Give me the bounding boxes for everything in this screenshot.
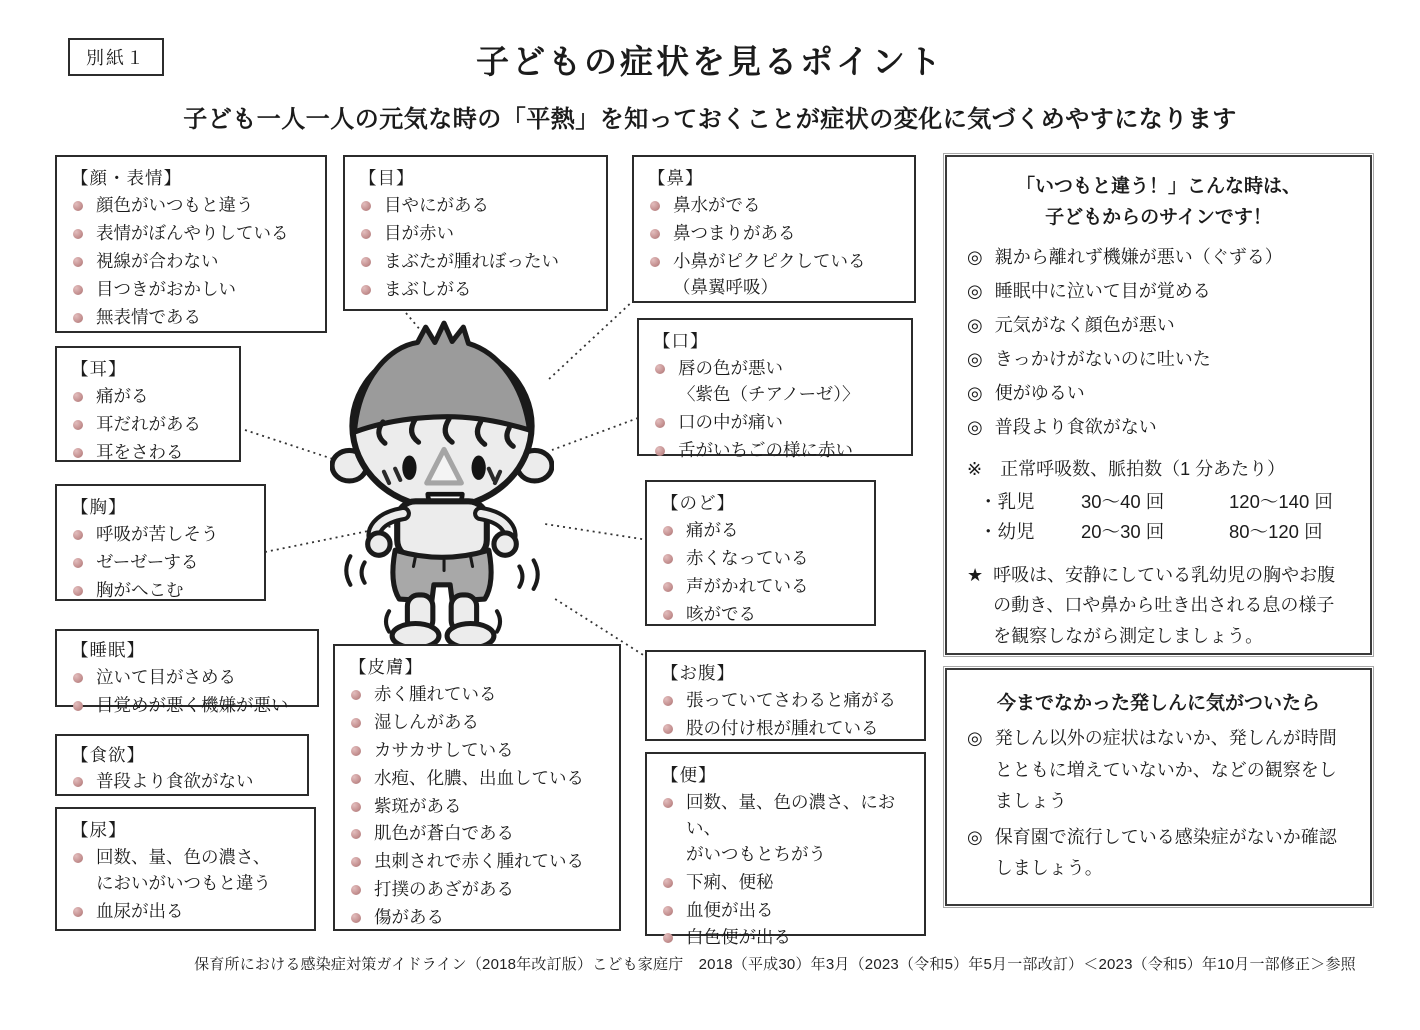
bullet-bead-icon <box>663 526 673 536</box>
box-stool-list <box>659 790 916 951</box>
bullet-bead-icon <box>663 724 673 734</box>
bullet-bead-icon <box>361 285 371 295</box>
star-note <box>965 560 1352 652</box>
page-title: 子どもの症状を見るポイント <box>476 43 944 80</box>
box-ear-title: 【耳】 <box>71 359 127 379</box>
symptom-item <box>69 522 256 548</box>
symptom-item <box>357 277 598 303</box>
box-mouth <box>637 318 913 460</box>
symptom-item <box>659 602 866 628</box>
bullet-bead-icon <box>351 885 361 895</box>
symptom-text: 紫斑がある <box>374 795 462 816</box>
symptom-text: 発しん以外の症状はないか、発しんが時間とともに増えていないか、などの観察をしましょう <box>994 728 1337 811</box>
symptom-text: 耳だれがある <box>96 413 201 434</box>
box-chest-title: 【胸】 <box>71 497 127 517</box>
box-ear-list <box>69 384 231 466</box>
symptom-text: 視線が合わない <box>96 250 219 271</box>
bullet-bead-icon <box>73 853 83 863</box>
box-eyes-list <box>357 193 598 303</box>
symptom-item <box>965 414 1352 441</box>
box-eyes <box>343 155 608 311</box>
symptom-item <box>69 693 309 719</box>
box-nose <box>632 155 916 303</box>
symptom-item <box>69 412 231 438</box>
bullet-bead-icon <box>663 933 673 943</box>
symptom-text: 舌がいちごの様に赤い <box>678 439 853 460</box>
symptom-item <box>651 410 903 436</box>
box-chest <box>55 484 266 601</box>
symptom-item <box>357 249 598 275</box>
symptom-text: 張っていてさわると痛がる <box>686 690 896 710</box>
box-appetite <box>55 734 309 796</box>
symptom-text: カサカサしている <box>374 739 514 760</box>
bullet-bead-icon <box>655 418 665 428</box>
vitals-pulse-rate: 120～140 回 <box>1229 490 1333 512</box>
left-fist <box>368 533 390 555</box>
symptom-item <box>69 550 256 576</box>
bullet-bead-icon <box>351 802 361 812</box>
bullet-bead-icon <box>73 448 83 458</box>
symptom-text: 泣いて目がさめる <box>96 667 236 687</box>
symptom-text: 傷がある <box>374 907 444 928</box>
symptom-text: 耳をさわる <box>96 441 184 462</box>
bullet-bead-icon <box>73 420 83 430</box>
symptom-text: 咳がでる <box>686 603 756 624</box>
sign-box-title-line2: 子どもからのサインです！ <box>1045 207 1272 229</box>
box-nose-title: 【鼻】 <box>648 168 704 188</box>
symptom-text: 便がゆるい <box>994 382 1085 403</box>
sign-box <box>945 155 1372 655</box>
symptom-text: 呼吸が苦しそう <box>96 524 219 544</box>
symptom-item <box>347 849 611 875</box>
bullet-bead-icon <box>351 774 361 784</box>
box-urine-title: 【尿】 <box>71 820 127 840</box>
symptom-text: きっかけがないのに吐いた <box>994 348 1211 369</box>
box-appetite-title: 【食欲】 <box>71 745 145 765</box>
vitals-header: ※ 正常呼吸数、脈拍数（1 分あたり） <box>967 458 1286 479</box>
box-belly-list <box>659 688 916 742</box>
symptom-text: 赤く腫れている <box>374 684 497 704</box>
bullet-bead-icon <box>73 777 83 787</box>
vitals-table <box>965 487 1352 548</box>
symptom-text: 元気がなく顔色が悪い <box>994 314 1175 335</box>
symptom-text: 目つきがおかしい <box>96 278 236 299</box>
symptom-text: 鼻水がでる <box>673 195 761 215</box>
box-stool <box>645 752 926 948</box>
symptom-item <box>69 899 306 925</box>
bullet-bead-icon <box>655 364 665 374</box>
right-eye <box>472 455 486 479</box>
vitals-breath-rate: 20～30 回 <box>1081 521 1165 543</box>
symptom-text: 痛がる <box>96 386 149 406</box>
symptom-item <box>659 546 866 572</box>
vitals-age-label: ・幼児 <box>979 521 1035 543</box>
symptom-item <box>347 738 611 764</box>
symptom-item <box>69 845 306 897</box>
box-skin-title: 【皮膚】 <box>349 657 423 677</box>
symptom-text: 血尿が出る <box>96 900 184 921</box>
symptom-item <box>69 221 317 247</box>
bullet-bead-icon <box>73 907 83 917</box>
symptom-item <box>659 898 916 924</box>
bullet-bead-icon <box>73 586 83 596</box>
symptom-item <box>357 221 598 247</box>
symptom-text: 胸がへこむ <box>96 579 184 600</box>
vitals-pulse-rate: 80～120 回 <box>1229 521 1323 543</box>
double-circle-marker: ◎ <box>967 246 983 267</box>
sign-box-title <box>965 171 1352 234</box>
symptom-item <box>659 518 866 544</box>
symptom-text: 湿しんがある <box>374 711 479 732</box>
symptom-text: 親から離れず機嫌が悪い（ぐずる） <box>994 246 1283 267</box>
box-chest-list <box>69 522 256 604</box>
bullet-bead-icon <box>650 229 660 239</box>
symptom-item <box>347 905 611 931</box>
box-throat-list <box>659 518 866 628</box>
symptom-text: 血便が出る <box>686 899 774 920</box>
symptom-item <box>659 574 866 600</box>
symptom-item <box>651 438 903 464</box>
symptom-text: 肌色が蒼白である <box>374 823 514 844</box>
symptom-item <box>646 249 906 301</box>
torso <box>397 501 487 558</box>
box-face-title: 【顔・表情】 <box>71 168 182 188</box>
bullet-bead-icon <box>73 392 83 402</box>
bullet-bead-icon <box>663 798 673 808</box>
bullet-bead-icon <box>655 446 665 456</box>
symptom-text: 普段より食欲がない <box>994 416 1157 437</box>
box-urine <box>55 807 316 931</box>
symptom-item <box>651 356 903 408</box>
symptom-text: 表情がぼんやりしている <box>96 222 289 243</box>
box-sleep-title: 【睡眠】 <box>71 640 145 660</box>
bullet-bead-icon <box>663 582 673 592</box>
bullet-bead-icon <box>351 913 361 923</box>
rash-box-list <box>965 723 1352 885</box>
box-nose-list <box>646 193 906 301</box>
symptom-item <box>659 790 916 868</box>
symptom-item <box>965 822 1352 885</box>
symptom-item <box>69 384 231 410</box>
left-eye <box>402 455 416 479</box>
bullet-bead-icon <box>73 673 83 683</box>
double-circle-marker: ◎ <box>967 728 983 748</box>
double-circle-marker: ◎ <box>967 416 983 437</box>
bullet-bead-icon <box>351 746 361 756</box>
attachment-tag: 別紙１ <box>68 38 164 76</box>
bullet-bead-icon <box>73 313 83 323</box>
star-note-text: 呼吸は、安静にしている乳幼児の胸やお腹の動き、口や鼻から吐き出される息の様子を観察しながら測定しましょう。 <box>993 564 1336 646</box>
symptom-text: 睡眠中に泣いて目が覚める <box>994 280 1211 301</box>
box-face-list <box>69 193 317 330</box>
symptom-text: 下痢、便秘 <box>686 871 774 892</box>
symptom-item <box>347 682 611 708</box>
symptom-item <box>965 723 1352 818</box>
symptom-text: 目が赤い <box>384 222 454 243</box>
bullet-bead-icon <box>361 201 371 211</box>
bullet-bead-icon <box>73 201 83 211</box>
box-mouth-list <box>651 356 903 464</box>
symptom-text: 唇の色が悪い 〈紫色（チアノーゼ）〉 <box>678 358 860 404</box>
box-appetite-list <box>69 769 299 795</box>
bullet-bead-icon <box>73 285 83 295</box>
box-sleep-list <box>69 665 309 719</box>
page-subtitle: 子ども一人一人の元気な時の「平熱」を知っておくことが症状の変化に気づくめやすになります <box>183 106 1237 133</box>
box-throat-title: 【のど】 <box>661 493 735 513</box>
symptom-item <box>659 716 916 742</box>
double-circle-marker: ◎ <box>967 280 983 301</box>
box-stool-title: 【便】 <box>661 765 717 785</box>
rash-box-title: 今までなかった発しんに気がついたら <box>996 693 1320 714</box>
vitals-row <box>979 487 1352 518</box>
symptom-text: 痛がる <box>686 520 739 540</box>
symptom-item <box>69 193 317 219</box>
star-marker: ★ <box>967 564 984 585</box>
symptom-item <box>659 925 916 951</box>
bullet-bead-icon <box>351 857 361 867</box>
double-circle-marker: ◎ <box>967 382 983 403</box>
symptom-item <box>646 193 906 219</box>
symptom-item <box>347 794 611 820</box>
connector-ear <box>245 430 342 462</box>
symptom-text: ゼーゼーする <box>96 551 199 572</box>
symptom-text: 回数、量、色の濃さ、 においがいつもと違う <box>96 847 271 893</box>
symptom-text: 無表情である <box>96 306 201 327</box>
bullet-bead-icon <box>361 229 371 239</box>
double-circle-marker: ◎ <box>967 348 983 369</box>
double-circle-marker: ◎ <box>967 314 983 335</box>
shorts <box>393 550 491 601</box>
vitals-row <box>979 517 1352 548</box>
connector-mouth <box>552 418 638 450</box>
symptom-text: 声がかれている <box>686 575 809 596</box>
bullet-bead-icon <box>663 906 673 916</box>
symptom-item <box>347 877 611 903</box>
symptom-text: 白色便が出る <box>686 927 791 948</box>
symptom-item <box>646 221 906 247</box>
symptom-item <box>965 346 1352 373</box>
symptom-item <box>965 278 1352 305</box>
bullet-bead-icon <box>351 829 361 839</box>
bullet-bead-icon <box>351 718 361 728</box>
symptom-item <box>69 277 317 303</box>
symptom-item <box>965 380 1352 407</box>
box-mouth-title: 【口】 <box>653 331 709 351</box>
rash-box <box>945 668 1372 906</box>
symptom-text: 普段より食欲がない <box>96 771 254 791</box>
double-circle-marker: ◎ <box>967 826 983 847</box>
symptom-text: 水疱、化膿、出血している <box>374 767 584 788</box>
bullet-bead-icon <box>361 257 371 267</box>
bullet-bead-icon <box>663 610 673 620</box>
bullet-bead-icon <box>663 878 673 888</box>
bullet-bead-icon <box>650 201 660 211</box>
symptom-item <box>347 821 611 847</box>
symptom-text: まぶしがる <box>384 278 472 299</box>
hair <box>354 323 529 432</box>
bullet-bead-icon <box>73 229 83 239</box>
box-skin-list <box>347 682 611 931</box>
symptom-item <box>69 305 317 331</box>
symptom-item <box>357 193 598 219</box>
vitals-breath-rate: 30～40 回 <box>1081 490 1165 512</box>
vitals-age-label: ・乳児 <box>979 490 1035 512</box>
bullet-bead-icon <box>73 530 83 540</box>
connector-nose <box>548 300 634 380</box>
child-illustration <box>330 316 554 652</box>
bullet-bead-icon <box>663 696 673 706</box>
symptom-item <box>659 870 916 896</box>
symptom-text: 口の中が痛い <box>678 411 783 432</box>
symptom-item <box>347 710 611 736</box>
box-face <box>55 155 327 333</box>
box-eyes-title: 【目】 <box>359 168 415 188</box>
bullet-bead-icon <box>663 554 673 564</box>
box-belly <box>645 650 926 741</box>
symptom-item <box>965 244 1352 271</box>
symptom-text: 目やにがある <box>384 195 489 215</box>
box-skin <box>333 644 621 931</box>
box-throat <box>645 480 876 626</box>
symptom-text: 虫刺されで赤く腫れている <box>374 851 584 872</box>
bullet-bead-icon <box>73 257 83 267</box>
symptom-text: 回数、量、色の濃さ、におい、 がいつもとちがう <box>686 792 896 864</box>
citation-footer: 保育所における感染症対策ガイドライン（2018年改訂版）こども家庭庁 2018（平成30）年3月（2023（令和5）年5月一部改訂）＜2023（令和5）年10月一部修正＞参照 <box>194 956 1356 973</box>
sign-box-list <box>965 244 1352 441</box>
symptom-item <box>69 440 231 466</box>
symptom-text: 股の付け根が腫れている <box>686 717 879 738</box>
box-ear <box>55 346 241 462</box>
box-belly-title: 【お腹】 <box>661 663 735 683</box>
box-urine-list <box>69 845 306 925</box>
symptom-text: 目覚めが悪く機嫌が悪い <box>96 694 289 715</box>
symptom-text: 顔色がいつもと違う <box>96 195 254 215</box>
sign-box-title-line1: 「いつもと違う！」こんな時は、 <box>1015 176 1301 197</box>
symptom-text: まぶたが腫れぼったい <box>384 250 559 271</box>
right-fist <box>494 533 516 555</box>
symptom-item <box>347 766 611 792</box>
connector-throat <box>545 524 648 540</box>
symptom-item <box>965 312 1352 339</box>
bullet-bead-icon <box>351 690 361 700</box>
symptom-text: 小鼻がピクピクしている （鼻翼呼吸） <box>673 250 866 297</box>
symptom-text: 保育園で流行している感染症がないか確認しましょう。 <box>994 826 1337 878</box>
bullet-bead-icon <box>73 701 83 711</box>
symptom-item <box>659 688 916 714</box>
symptom-item <box>69 665 309 691</box>
symptom-item <box>69 769 299 795</box>
symptom-text: 鼻つまりがある <box>673 222 796 243</box>
symptom-item <box>69 249 317 275</box>
bullet-bead-icon <box>73 558 83 568</box>
bullet-bead-icon <box>650 257 660 267</box>
box-sleep <box>55 629 319 715</box>
symptom-item <box>69 578 256 604</box>
symptom-text: 赤くなっている <box>686 547 809 568</box>
symptom-text: 打撲のあざがある <box>374 879 514 900</box>
